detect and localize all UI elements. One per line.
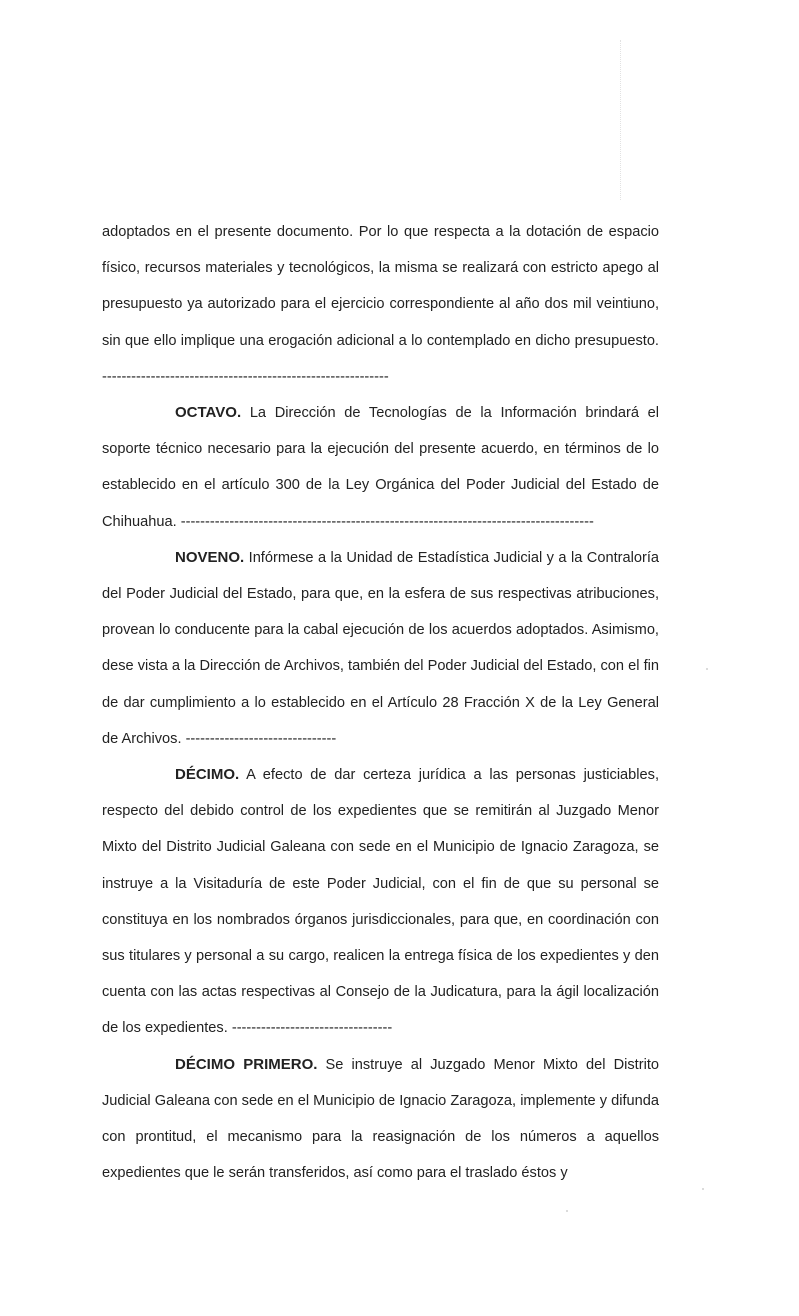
- paragraph-decimo: [102, 757, 659, 1047]
- paragraph-decimo-primero: [102, 1047, 659, 1192]
- paragraph-heading: NOVENO.: [175, 548, 245, 566]
- document-body: [102, 214, 659, 1191]
- scan-artifact-line: [620, 40, 621, 200]
- filler-dashes: -------------------------------------------------------------------------------------: [180, 513, 594, 530]
- paragraph-octavo: [102, 395, 659, 540]
- paragraph-text: La Dirección de Tecnologías de la Información brindará el soporte técnico necesario para la ejecución del presente acuerdo, en términos de lo establecido en el artículo 300 de la Ley Orgánica del Poder Judicial del Estado de Chihuahua.: [102, 405, 659, 530]
- filler-dashes: ---------------------------------: [231, 1020, 393, 1037]
- scan-speck: [566, 1210, 568, 1212]
- paragraph-text: A efecto de dar certeza jurídica a las personas justiciables, respecto del debido control de los expedientes que se remitirán al Juzgado Menor Mixto del Distrito Judicial Galeana con sede en el Municipio de Ignacio Zaragoza, se instruye a la Visitaduría de este Poder Judicial, con el fin de que su personal se constituya en los nombrados órganos jurisdiccionales, para que, en coordinación con sus titulares y personal a su cargo, realicen la entrega física de los expedientes y den cuenta con las actas respectivas al Consejo de la Judicatura, para la ágil localización de los expedientes.: [102, 767, 659, 1037]
- paragraph-text: Infórmese a la Unidad de Estadística Judicial y a la Contraloría del Poder Judicial del Estado, para que, en la esfera de sus respectivas atribuciones, provean lo conducente para la cabal ejecución de los acuerdos adoptados. Asimismo, dese vista a la Dirección de Archivos, también del Poder Judicial del Estado, con el fin de dar cumplimiento a lo establecido en el Artículo 28 Fracción X de la Ley General de Archivos.: [102, 549, 659, 747]
- paragraph-heading: OCTAVO.: [175, 404, 242, 422]
- filler-dashes: -------------------------------: [185, 730, 337, 747]
- paragraph-heading: DÉCIMO.: [175, 766, 240, 784]
- paragraph-continuation: [102, 214, 659, 395]
- paragraph-text: adoptados en el presente documento. Por lo que respecta a la dotación de espacio físico, recursos materiales y tecnológicos, la misma se realizará con estricto apego al presupuesto ya autorizado para el ejercicio correspondiente al año dos mil veintiuno, sin que ello implique una erogación adicional a lo contemplado en dicho presupuesto.: [102, 224, 659, 349]
- paragraph-noveno: [102, 540, 659, 757]
- scan-speck: [706, 668, 708, 670]
- filler-dashes: -----------------------------------------------------------: [102, 368, 389, 385]
- scan-speck: [702, 1188, 704, 1190]
- paragraph-heading: DÉCIMO PRIMERO.: [175, 1055, 318, 1073]
- paragraph-text: Se instruye al Juzgado Menor Mixto del Distrito Judicial Galeana con sede en el Municipio de Ignacio Zaragoza, implemente y difunda con prontitud, el mecanismo para la reasignación de los números a aquellos expedientes que le serán transferidos, así como para el traslado éstos y: [102, 1056, 660, 1182]
